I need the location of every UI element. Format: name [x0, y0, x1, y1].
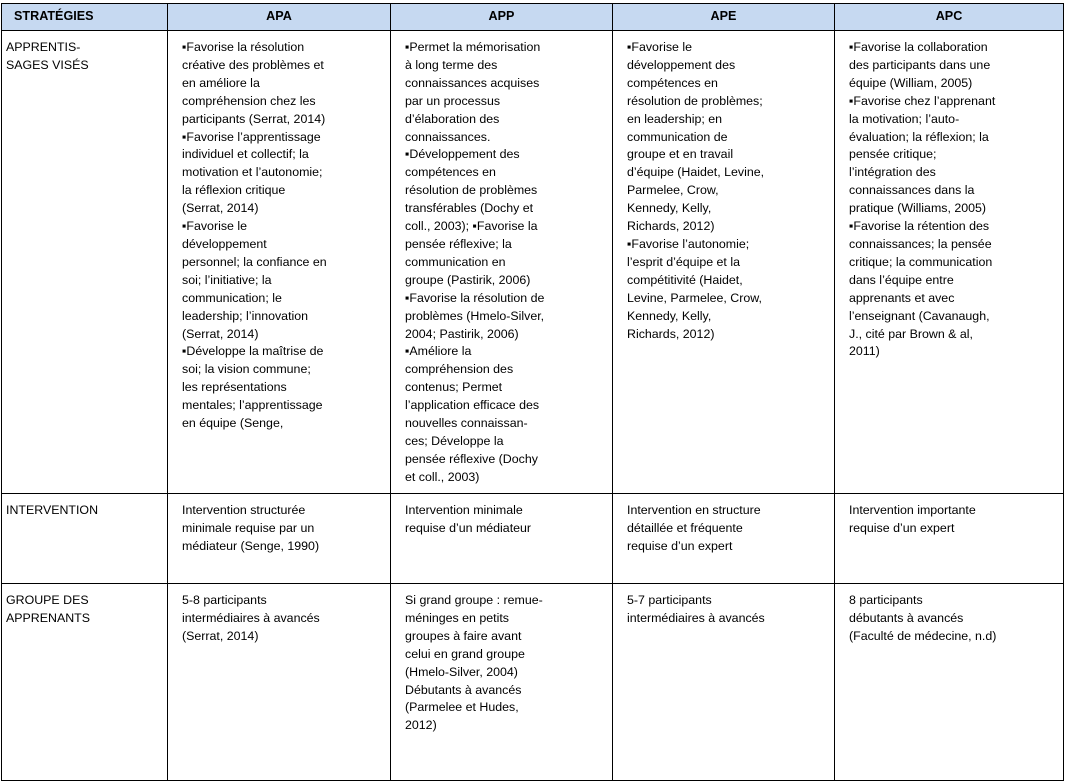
cell-line: résolution de problèmes [405, 183, 538, 198]
cell-line: transférables (Dochy et [405, 201, 534, 216]
cell-line: d’équipe (Haidet, Levine, [627, 165, 765, 180]
cell-line: développement des [627, 57, 736, 72]
cell-line: intermédiaires à avancés [182, 610, 320, 625]
cell-line: groupes à faire avant [405, 628, 522, 643]
cell-line: à long terme des [405, 57, 498, 72]
cell-line: équipe (William, 2005) [849, 75, 973, 90]
cell-apa-intervention [168, 494, 391, 584]
cell-line: individuel et collectif; la [182, 147, 309, 162]
cell-line: connaissances. [405, 129, 491, 144]
cell-apc-intervention [835, 494, 1064, 584]
cell-line: ▪Favorise le [182, 219, 247, 234]
cell-line: Intervention minimale [405, 503, 523, 517]
cell-line: l’enseignant (Cavanaugh, [849, 308, 990, 323]
row-label-apprentissages [2, 31, 168, 494]
cell-line: Richards, 2012) [627, 219, 715, 234]
cell-line: l’application efficace des [405, 398, 540, 413]
cell-line: motivation et l’autonomie; [182, 165, 323, 180]
cell-app-groupe [391, 584, 613, 781]
cell-line: (Serrat, 2014) [182, 326, 259, 341]
cell-line: Si grand groupe : remue- [405, 593, 543, 607]
cell-line: évaluation; la réflexion; la [849, 129, 989, 144]
cell-line: Intervention importante [849, 503, 976, 517]
cell-line: soi; l’initiative; la [182, 272, 272, 287]
cell-line: ▪Favorise la collaboration [849, 40, 988, 54]
cell-line: connaissances dans la [849, 183, 975, 198]
cell-line: dans l’équipe entre [849, 272, 954, 287]
cell-ape-groupe [613, 584, 835, 781]
cell-line: ▪Favorise l’apprentissage [182, 129, 321, 144]
header-row [2, 4, 1064, 31]
cell-apc-apprentissages [835, 31, 1064, 494]
cell-line: (Serrat, 2014) [182, 201, 259, 216]
cell-line: SAGES VISÉS [6, 57, 89, 72]
cell-line: leadership; l’innovation [182, 308, 309, 323]
cell-line: la réflexion critique [182, 183, 286, 198]
cell-line: (Hmelo-Silver, 2004) [405, 664, 518, 679]
row-label-groupe [2, 584, 168, 781]
cell-line: minimale requise par un [182, 520, 315, 535]
cell-line: critique; la communication [849, 254, 993, 269]
cell-line: communication en [405, 254, 506, 269]
cell-apa-groupe [168, 584, 391, 781]
header-strategies: STRATÉGIES [2, 4, 168, 31]
cell-line: compétences en [627, 75, 718, 90]
cell-line: ▪Favorise l’autonomie; [627, 236, 750, 251]
cell-line: méninges en petits [405, 610, 510, 625]
cell-line: 8 participants [849, 593, 923, 607]
header-app: APP [391, 4, 613, 31]
cell-line: celui en grand groupe [405, 646, 525, 661]
cell-line: Intervention structurée [182, 503, 306, 517]
cell-line: connaissances acquises [405, 75, 540, 90]
cell-line: (Faculté de médecine, n.d) [849, 628, 997, 643]
cell-line: ces; Développe la [405, 433, 504, 448]
cell-line: débutants à avancés [849, 610, 964, 625]
row-groupe [2, 584, 1064, 781]
cell-line: groupe et en travail [627, 147, 734, 162]
cell-line: problèmes (Hmelo-Silver, [405, 308, 545, 323]
cell-line: ▪Favorise la rétention des [849, 219, 990, 234]
header-ape: APE [613, 4, 835, 31]
cell-line: les représentations [182, 380, 287, 395]
cell-line: développement [182, 236, 267, 251]
cell-line: ▪Favorise la résolution de [405, 290, 545, 305]
cell-line: 2004; Pastirik, 2006) [405, 326, 519, 341]
cell-line: en améliore la [182, 75, 260, 90]
cell-line: (Serrat, 2014) [182, 628, 259, 643]
cell-line: communication de [627, 129, 728, 144]
cell-line: contenus; Permet [405, 380, 503, 395]
cell-line: en équipe (Senge, [182, 416, 284, 431]
cell-line: par un processus [405, 93, 501, 108]
cell-line: intermédiaires à avancés [627, 610, 765, 625]
cell-line: GROUPE DES [6, 593, 89, 607]
cell-line: pensée critique; [849, 147, 937, 162]
header-apc: APC [835, 4, 1064, 31]
cell-line: personnel; la confiance en [182, 254, 327, 269]
cell-line: soi; la vision commune; [182, 362, 311, 377]
cell-line: la motivation; l’auto- [849, 111, 960, 126]
cell-line: Levine, Parmelee, Crow, [627, 290, 762, 305]
cell-line: Parmelee, Crow, [627, 183, 719, 198]
cell-ape-intervention [613, 494, 835, 584]
cell-line: ▪Favorise la résolution [182, 40, 305, 54]
header-apa: APA [168, 4, 391, 31]
cell-line: coll., 2003); ▪Favorise la [405, 219, 538, 234]
cell-line: mentales; l’apprentissage [182, 398, 323, 413]
cell-line: ▪Permet la mémorisation [405, 40, 541, 54]
cell-line: médiateur (Senge, 1990) [182, 538, 320, 553]
cell-line: participants (Serrat, 2014) [182, 111, 326, 126]
cell-line: pratique (Williams, 2005) [849, 201, 987, 216]
cell-line: nouvelles connaissan- [405, 416, 528, 431]
cell-line: compétences en [405, 165, 496, 180]
cell-line: APPRENANTS [6, 610, 90, 625]
cell-line: Richards, 2012) [627, 326, 715, 341]
cell-line: compréhension des [405, 362, 514, 377]
cell-line: connaissances; la pensée [849, 236, 992, 251]
cell-line: l’intégration des [849, 165, 936, 180]
cell-ape-apprentissages [613, 31, 835, 494]
cell-line: compréhension chez les [182, 93, 316, 108]
cell-line: ▪Améliore la [405, 344, 472, 359]
cell-line: Kennedy, Kelly, [627, 308, 712, 323]
cell-line: communication; le [182, 290, 282, 305]
cell-line: 5-8 participants [182, 593, 267, 607]
cell-line: requise d’un expert [849, 520, 955, 535]
cell-line: d’élaboration des [405, 111, 500, 126]
cell-line: 2011) [849, 344, 880, 359]
cell-line: (Parmelee et Hudes, [405, 700, 519, 715]
cell-line: des participants dans une [849, 57, 991, 72]
row-label-intervention [2, 494, 168, 584]
cell-line: J., cité par Brown & al, [849, 326, 973, 341]
cell-line: ▪Développement des [405, 147, 520, 162]
row-intervention [2, 494, 1064, 584]
cell-app-apprentissages [391, 31, 613, 494]
cell-line: compétitivité (Haidet, [627, 272, 743, 287]
cell-line: 2012) [405, 718, 437, 733]
cell-line: requise d’un médiateur [405, 520, 532, 535]
cell-line: Kennedy, Kelly, [627, 201, 712, 216]
strategies-table [1, 3, 1064, 781]
cell-line: apprenants et avec [849, 290, 955, 305]
cell-line: l’esprit d’équipe et la [627, 254, 740, 269]
row-apprentissages [2, 31, 1064, 494]
cell-line: détaillée et fréquente [627, 520, 743, 535]
cell-line: pensée réflexive; la [405, 236, 512, 251]
cell-line: pensée réflexive (Dochy [405, 451, 538, 466]
cell-line: ▪Favorise le [627, 40, 692, 54]
cell-apc-groupe [835, 584, 1064, 781]
cell-line: ▪Favorise chez l’apprenant [849, 93, 996, 108]
cell-line: requise d’un expert [627, 538, 733, 553]
cell-line: APPRENTIS- [6, 40, 81, 54]
cell-line: INTERVENTION [6, 503, 99, 517]
cell-app-intervention [391, 494, 613, 584]
cell-line: Intervention en structure [627, 503, 761, 517]
cell-line: résolution de problèmes; [627, 93, 763, 108]
cell-line: en leadership; en [627, 111, 723, 126]
cell-line: Débutants à avancés [405, 682, 522, 697]
cell-line: et coll., 2003) [405, 469, 480, 484]
cell-line: créative des problèmes et [182, 57, 324, 72]
cell-line: 5-7 participants [627, 593, 712, 607]
cell-apa-apprentissages [168, 31, 391, 494]
cell-line: groupe (Pastirik, 2006) [405, 272, 531, 287]
cell-line: ▪Développe la maîtrise de [182, 344, 324, 359]
